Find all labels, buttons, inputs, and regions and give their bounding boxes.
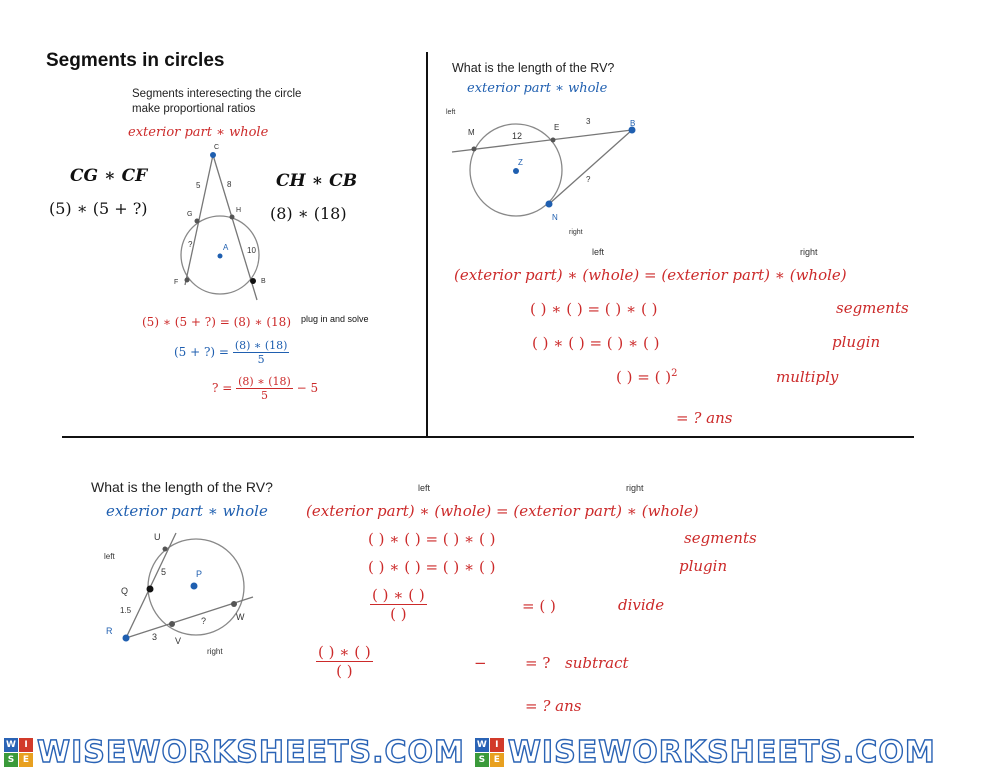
right-expression-ch-cb: CH ∗ CB [276,171,358,191]
label-p: P [196,569,203,579]
label-f: F [174,279,179,286]
label-a: A [223,243,229,252]
footer-logo-2 [475,735,936,770]
right-expression-values: (8) ∗ (18) [270,204,347,223]
formula-label-2: exterior part ∗ whole [467,81,608,96]
wise-flag-icon: W I S E [4,738,33,767]
row3-numerator-3: ( ) ∗ ( ) [372,586,425,604]
vertical-divider [426,52,428,438]
label-w: W [236,612,245,622]
label-c: C [214,144,220,151]
row3-denominator-3: ( ) [390,605,407,623]
label-e: E [554,123,560,132]
column-left-label-3: left [418,483,431,493]
column-right-label-2: right [800,247,818,257]
step3-denominator: 5 [260,389,268,402]
formula-label-3: exterior part ∗ whole [106,502,268,520]
label-m: M [468,128,475,137]
row5-answer-3: = ? ans [525,697,582,715]
formula-label: exterior part ∗ whole [128,125,269,140]
label-right: right [569,229,583,236]
row1-blanks-3: ( ) ∗ ( ) = ( ) ∗ ( ) [368,530,496,548]
label-n3: 3 [152,632,158,642]
footer-logo-text-1: WISEWORKSHEETS.COM [37,734,465,770]
row4-fraction-3 [316,643,373,680]
page-title: Segments in circles [46,50,225,71]
general-equation-3: (exterior part) ∗ (whole) = (exterior part) ∗ (whole) [306,502,699,520]
row3-fraction-3 [370,586,427,623]
label-n: N [552,213,558,222]
question-2: What is the length of the RV? [452,61,615,75]
label-q: ? [586,175,591,184]
footer-logo-text-2: WISEWORKSHEETS.COM [507,734,936,770]
row1-tag-3: segments [684,529,757,547]
label-b: B [630,119,636,128]
label-g: G [187,211,193,218]
row2-blanks-2: ( ) ∗ ( ) = ( ) ∗ ( ) [532,334,660,352]
label-n5: 5 [196,181,201,190]
row3-tag-3: divide [618,596,665,614]
label-left: left [104,552,115,561]
step2-left: (5 + ?) = [174,345,229,359]
label-b: B [261,278,266,285]
step3-equation [212,375,318,402]
footer-branding [4,734,998,770]
label-n15: 1.5 [120,606,132,615]
label-z: Z [518,158,523,167]
label-v: V [175,636,182,646]
row1-tag-2: segments [836,299,909,317]
row2-tag-2: plugin [832,333,881,351]
label-h: H [236,207,242,214]
label-n5: 5 [161,567,167,577]
label-n12: 12 [512,131,523,141]
row2-tag-3: plugin [679,557,728,575]
wise-flag-icon: W I S E [475,738,504,767]
row2-blanks-3: ( ) ∗ ( ) = ( ) ∗ ( ) [368,558,496,576]
label-q: ? [188,240,193,249]
diagram-two-secants-circle-p [95,525,265,665]
step3-left: ? = [212,381,233,395]
plug-note: plug in and solve [301,314,369,324]
label-n8: 8 [227,180,232,189]
diagram-tangent-secant-circle-z [440,100,650,240]
row4-numerator-3: ( ) ∗ ( ) [318,643,371,661]
column-left-label-2: left [592,247,605,257]
step3-right: − 5 [296,381,319,395]
row3-exponent-2: 2 [671,368,678,379]
column-right-label-3: right [626,483,644,493]
step1-equation: (5) ∗ (5 + ?) = (8) ∗ (18) [142,315,291,329]
subtitle-line2: make proportional ratios [132,103,256,115]
label-n3: 3 [586,117,591,126]
row4-right-3: = ? [525,654,551,672]
general-equation-2: (exterior part) ∗ (whole) = (exterior part) ∗ (whole) [454,266,847,284]
row3-tag-2: multiply [776,368,839,386]
label-q: ? [201,616,207,626]
step2-numerator: (8) ∗ (18) [234,339,288,352]
row4-minus-3: − [474,654,487,672]
left-expression-values: (5) ∗ (5 + ?) [49,199,148,218]
diagram-secants-circle-a [165,140,285,310]
row1-blanks-2: ( ) ∗ ( ) = ( ) ∗ ( ) [530,300,658,318]
row4-denominator-3: ( ) [336,662,353,680]
label-right: right [207,647,223,656]
step2-denominator: 5 [257,353,265,366]
horizontal-divider [62,436,914,438]
step3-numerator: (8) ∗ (18) [238,375,291,388]
question-3: What is the length of the RV? [91,479,273,495]
footer-logo-1 [4,735,465,770]
step2-equation [174,339,289,366]
row3-text-2: ( ) = ( ) [616,368,672,386]
label-n10: 10 [247,246,256,255]
label-q-point: Q [121,586,129,596]
label-u: U [154,532,161,542]
row4-tag-3: subtract [565,654,629,672]
subtitle-line1: Segments interesecting the circle [132,88,302,100]
left-expression-cg-cf: CG ∗ CF [70,166,148,186]
label-r: R [106,626,113,636]
row4-answer-2: = ? ans [676,409,733,427]
label-left: left [446,109,456,116]
row3-blanks-2 [616,368,677,386]
row3-right-3: = ( ) [522,597,556,615]
